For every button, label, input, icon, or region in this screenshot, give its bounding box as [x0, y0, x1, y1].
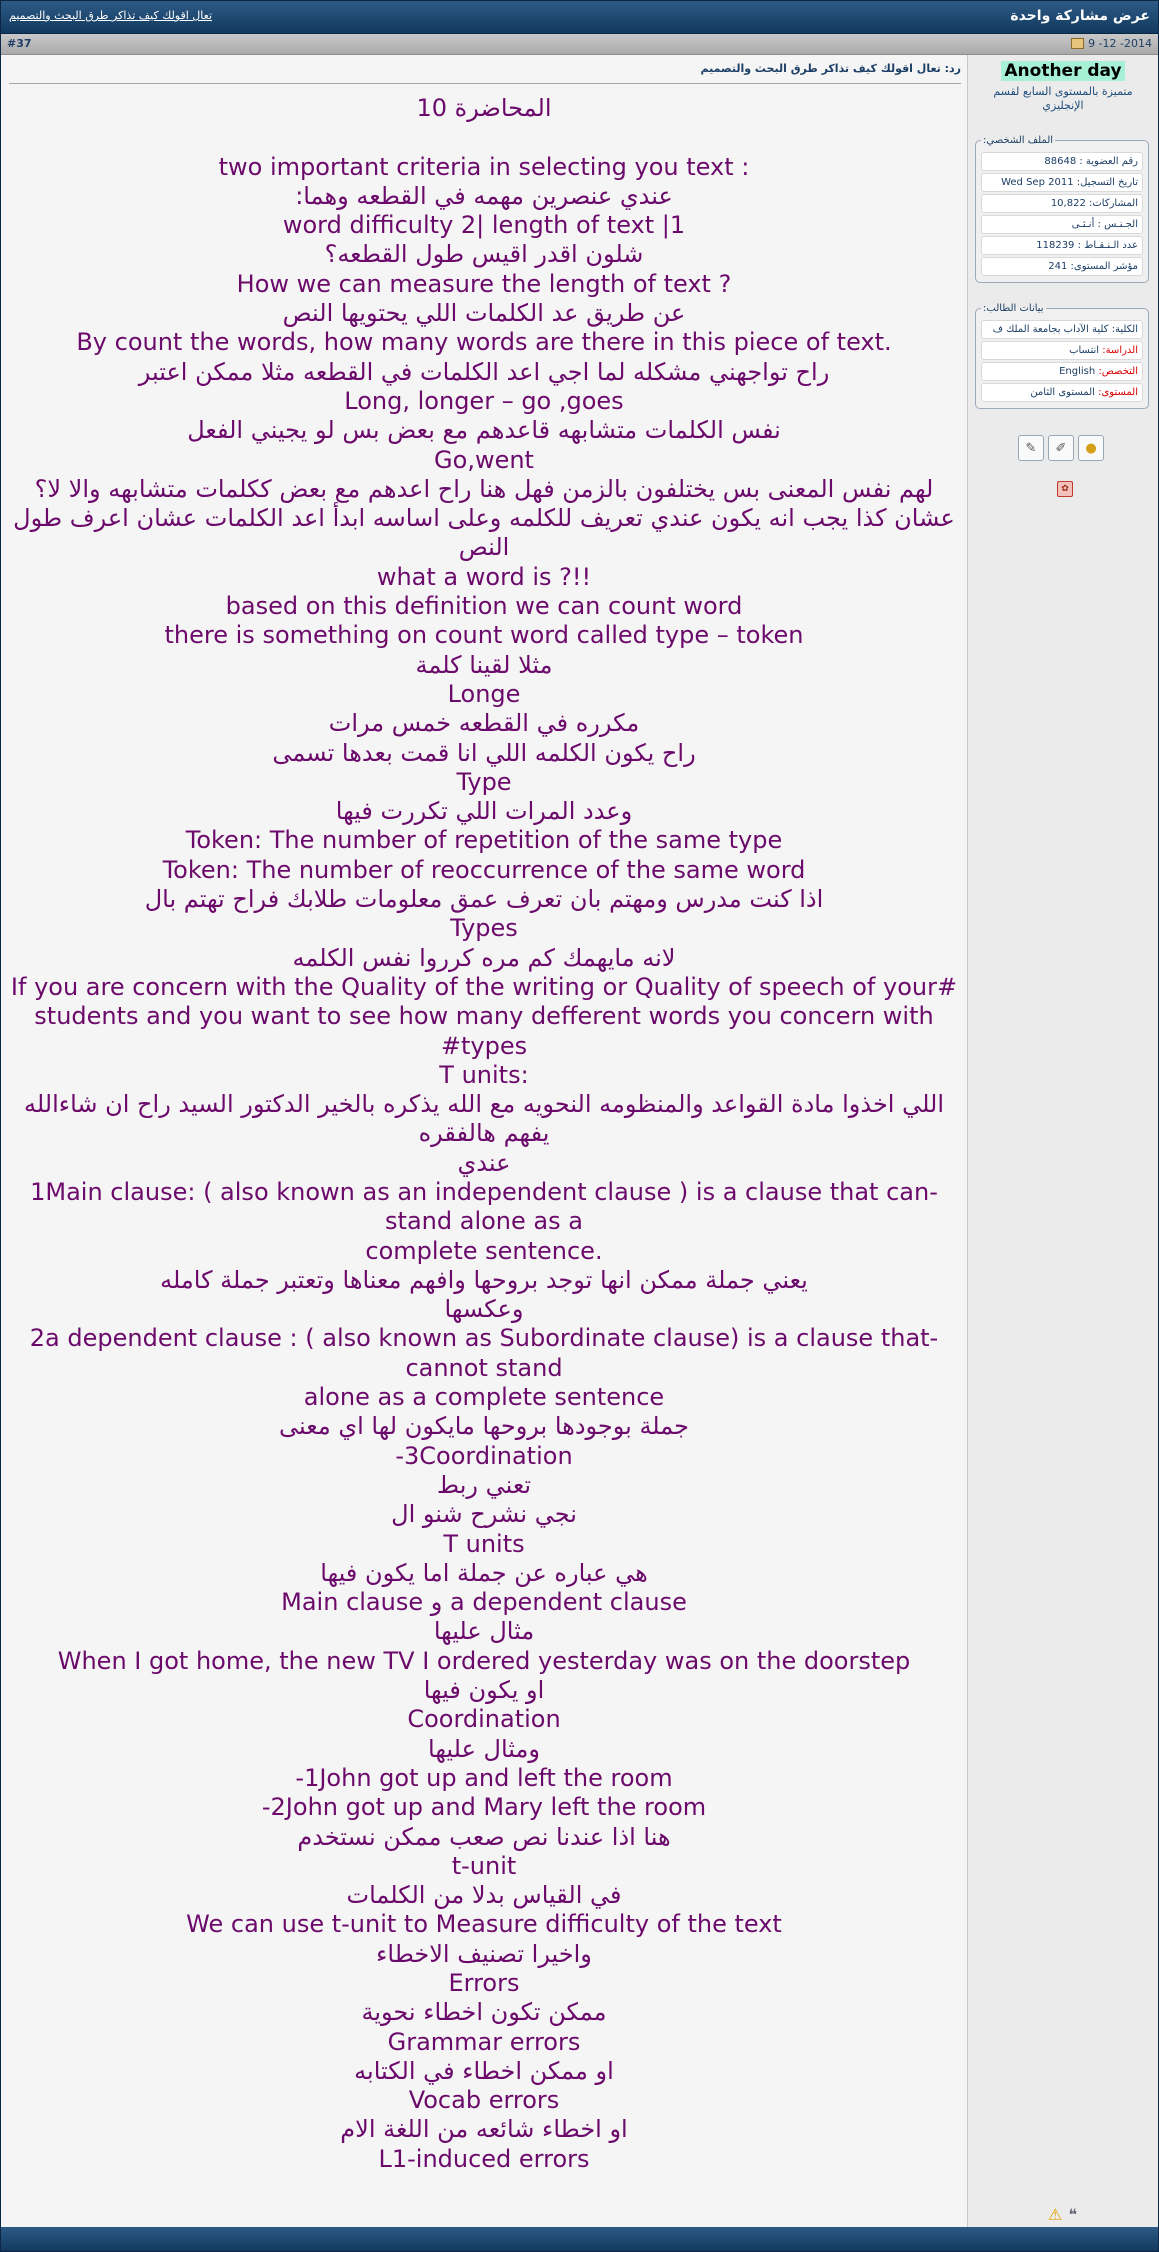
student-level-label: المستوى:: [1098, 387, 1138, 398]
post-line: : two important criteria in selecting you text: [218, 152, 750, 181]
post-line: 1John got up and left the room-: [295, 1763, 673, 1792]
post-line: !!? what a word is: [376, 562, 592, 591]
post-line: [9, 123, 959, 152]
post-line: Coordination: [407, 1705, 561, 1734]
profile-box: [975, 135, 1149, 283]
post-line: نجي نشرح شنو ال: [391, 1500, 577, 1529]
post-line: يعني جملة ممكن انها توجد بروحها وافهم معناها وتعتبر جملة كامله: [160, 1265, 808, 1294]
post-line: there is something on count word called type – token: [164, 621, 804, 650]
profile-points: عدد الـنـقـاط : 118239: [981, 236, 1143, 255]
post-line: :T units: [439, 1060, 529, 1089]
student-level-value: المستوى الثامن: [1030, 387, 1099, 398]
quote-icon[interactable]: ❝: [1068, 2205, 1077, 2224]
divider: [9, 83, 961, 84]
post-line: Grammar errors: [387, 2027, 581, 2056]
thread-link[interactable]: تعال اقولك كيف تذاكر طرق البحث والتصميم: [9, 9, 213, 22]
edit-icon[interactable]: ✐: [1048, 435, 1074, 461]
student-study-value: انتساب: [1069, 345, 1103, 356]
post-line: .By count the words, how many words are there in this piece of text: [76, 328, 892, 357]
profile-join-date: تاريخ التسجيل: Wed Sep 2011: [981, 173, 1143, 192]
post-line: ومثال عليها: [428, 1734, 540, 1763]
footer-bar: [1, 2227, 1158, 2251]
user-icons: [1018, 435, 1104, 461]
profile-level: مؤشر المستوى: 241: [981, 257, 1143, 276]
student-major: [981, 362, 1143, 381]
post-line: وعكسها: [444, 1295, 524, 1324]
post-line: alone as a complete sentence: [303, 1383, 665, 1412]
post-body: [9, 94, 959, 2174]
post-icon: [1071, 38, 1084, 49]
post-line: شلون اقدر اقيس طول القطعه؟: [324, 240, 644, 269]
post-line: 3Coordination-: [395, 1441, 573, 1470]
post-line: جملة بوجودها بروحها مايكون لها اي معنى: [279, 1412, 689, 1441]
post-line: Token: The number of repetition of the same type: [185, 826, 783, 855]
post-line: او اخطاء شائعه من اللغة الام: [340, 2115, 628, 2144]
post-content: [1, 55, 967, 2227]
post-line: واخيرا تصنيف الاخطاء: [376, 1939, 592, 1968]
post-line: word difficulty 2| length of text |1: [282, 211, 686, 240]
settings-icon[interactable]: ✿: [1057, 481, 1073, 497]
student-college-value: الكلية: كلية الآداب بجامعة الملك ف: [992, 324, 1138, 335]
post-line: We can use t-unit to Measure difficulty of the text: [186, 1910, 782, 1939]
post-line: او ممكن اخطاء في الكتابه: [354, 2056, 614, 2085]
post-line: تعني ربط: [436, 1470, 532, 1499]
student-college: [981, 320, 1143, 339]
post-line: ممكن تكون اخطاء نحوية: [361, 1998, 607, 2027]
post-line: If you are concern with the Quality of the writing or Quality of speech of your# students and you want to see how many defferent words you concern with #types: [10, 972, 958, 1060]
post-line: هي عباره عن جملة اما يكون فيها: [320, 1558, 648, 1587]
post-line: a dependent clause و Main clause: [281, 1588, 687, 1617]
post-line: t-unit: [451, 1851, 517, 1880]
student-major-label: التخصص:: [1098, 366, 1138, 377]
username[interactable]: Another day: [1001, 61, 1124, 81]
student-legend: بيانات الطالب:: [983, 303, 1044, 314]
user-title: متميزة بالمستوى السابع لقسم الإنجليزي: [993, 85, 1133, 112]
post-line: ? How we can measure the length of text: [236, 269, 732, 298]
post-line: مثال عليها: [433, 1617, 535, 1646]
post-line: When I got home, the new TV I ordered yesterday was on the doorstep: [57, 1646, 911, 1675]
post-line: عندي: [457, 1148, 511, 1177]
post-line: وعدد المرات اللي تكررت فيها: [335, 797, 633, 826]
profile-gender: الجـنـس : أنـثـى: [981, 215, 1143, 234]
post-line: 2a dependent clause : ( also known as Subordinate clause) is a clause that-cannot stand: [29, 1324, 939, 1382]
write-icon[interactable]: ✎: [1018, 435, 1044, 461]
post-line: Long, longer – go ,goes: [344, 386, 624, 415]
post-line: T units: [443, 1529, 525, 1558]
post-line: راح تواجهني مشكله لما اجي اعد الكلمات في القطعه مثلا ممكن اعتبر: [138, 357, 830, 386]
post-actions: [1048, 2205, 1077, 2224]
post-line: Vocab errors: [408, 2086, 560, 2115]
student-major-value: English: [1059, 366, 1099, 377]
post-line: عندي عنصرين مهمه في القطعه وهما:: [295, 181, 673, 210]
post-line: او يكون فيها: [423, 1676, 545, 1705]
post-line: Type: [456, 767, 512, 796]
post-line: Longe: [447, 679, 521, 708]
profile-member-id: رقم العضوية : 88648: [981, 152, 1143, 171]
student-study-label: الدراسة:: [1102, 345, 1138, 356]
post-line: Token: The number of reoccurrence of the same word: [162, 855, 806, 884]
post-line: في القياس بدلا من الكلمات: [346, 1881, 622, 1910]
post-line: 1Main clause: ( also known as an independent clause ) is a clause that can-stand alone as a: [30, 1177, 938, 1236]
page-title: عرض مشاركة واحدة: [1010, 8, 1150, 24]
post-line: اللي اخذوا مادة القواعد والمنظومه النحويه مع الله يذكره بالخير الدكتور السيد راح ان شاءالله يفهم هالفقره: [23, 1090, 944, 1148]
post-line: Errors: [448, 1969, 520, 1997]
post-date: [1071, 37, 1152, 50]
post-line: لانه مايهمك كم مره كرروا نفس الكلمه: [292, 943, 676, 972]
student-level: [981, 383, 1143, 402]
profile-posts: المشاركات: 10,822: [981, 194, 1143, 213]
post-line: نفس الكلمات متشابهه قاعدهم مع بعض بس لو يجيني الفعل: [187, 416, 781, 445]
user-sidebar: [967, 55, 1158, 2227]
post-title: رد: تعال اقولك كيف تذاكر طرق البحث والتصميم: [700, 62, 961, 75]
post-line: لهم نفس المعنى بس يختلفون بالزمن فهل هنا راح اعدهم مع بعض ككلمات متشابهه والا لا؟: [34, 474, 934, 503]
top-bar: [1, 1, 1158, 34]
report-icon[interactable]: ⚠: [1048, 2205, 1063, 2224]
post-line: based on this definition we can count word: [225, 592, 743, 621]
medal-icon[interactable]: ●: [1078, 435, 1104, 461]
post-line: Types: [450, 914, 518, 943]
post-date-text: 2014- 12- 9: [1088, 37, 1152, 50]
post-line: L1-induced errors: [378, 2144, 590, 2173]
post-line: 2John got up and Mary left the room-: [261, 1793, 707, 1822]
post-line: عشان كذا يجب انه يكون عندي تعريف للكلمه وعلى اساسه ابدأ اعد الكلمات عشان اعرف طول النص: [13, 504, 955, 562]
student-study: [981, 341, 1143, 360]
post-line: راح يكون الكلمه اللي انا قمت بعدها تسمى: [272, 738, 696, 767]
post-date-bar: [1, 34, 1158, 55]
post-line: مثلا لقينا كلمة: [415, 650, 553, 679]
post-line: عن طريق عد الكلمات اللي يحتويها النص: [282, 299, 686, 328]
student-box: [975, 303, 1149, 409]
post-line: هنا اذا عندنا نص صعب ممكن نستخدم: [297, 1822, 671, 1851]
post-number-link[interactable]: #37: [7, 37, 32, 50]
username-wrap: [968, 61, 1158, 81]
post-line: اذا كنت مدرس ومهتم بان تعرف عمق معلومات طلابك فراح تهتم بال: [144, 885, 824, 914]
post-line: مكرره في القطعه خمس مرات: [328, 709, 640, 738]
post-line: المحاضرة 10: [416, 94, 552, 122]
post-line: Go,went: [434, 445, 534, 474]
post-line: .complete sentence: [365, 1236, 603, 1265]
profile-legend: الملف الشخصي:: [983, 135, 1054, 146]
